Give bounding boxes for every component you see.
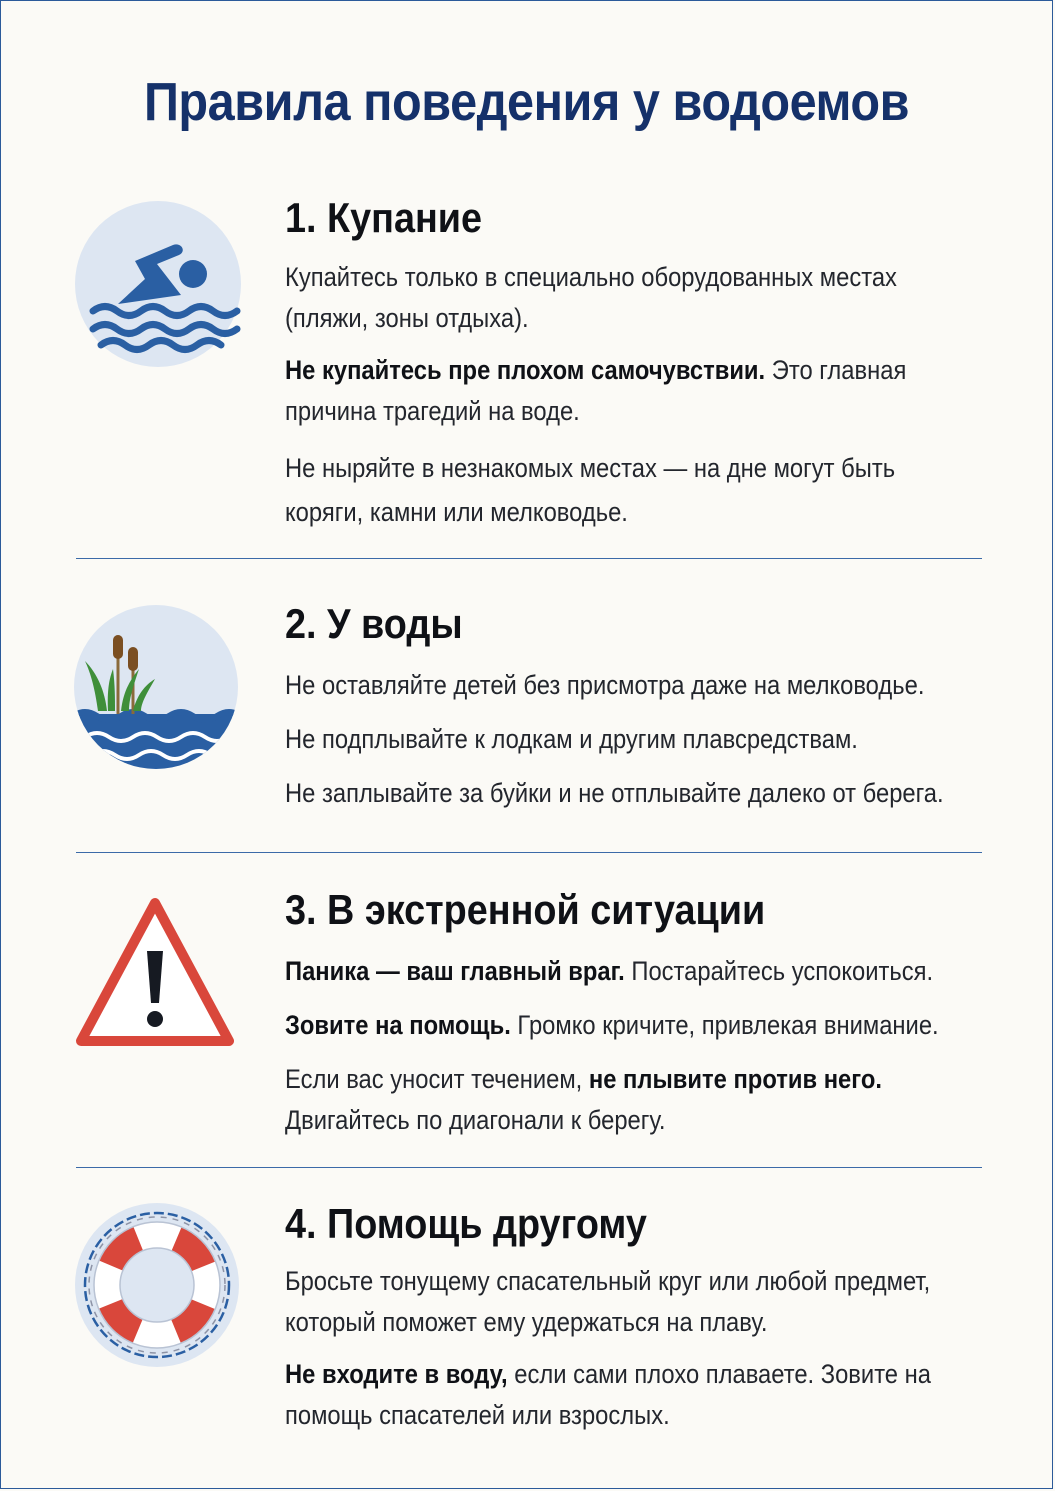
bold-text: Паника — ваш главный враг. xyxy=(285,956,625,986)
text-line xyxy=(285,1354,989,1395)
paragraph xyxy=(285,1354,989,1436)
paragraph xyxy=(285,1005,989,1046)
text-line: Двигайтесь по диагонали к берегу. xyxy=(285,1105,666,1135)
text-line: (пляжи, зоны отдыха). xyxy=(285,303,529,333)
text-line: Не оставляйте детей без присмотра даже на мелководье. xyxy=(285,670,925,700)
reeds-water-icon xyxy=(73,599,239,775)
section-heading: 4. Помощь другому xyxy=(285,1200,647,1247)
divider xyxy=(76,1167,982,1168)
paragraph xyxy=(285,773,989,814)
paragraph xyxy=(285,665,989,706)
bold-text: Не входите в воду, xyxy=(285,1359,508,1389)
text-line: Купайтесь только в специально оборудованных местах xyxy=(285,262,897,292)
divider xyxy=(76,852,982,853)
bold-text: Не купайтесь пре плохом самочувствии. xyxy=(285,355,766,385)
paragraph xyxy=(285,257,989,339)
text-line: Не заплывайте за буйки и не отплывайте далеко от берега. xyxy=(285,778,944,808)
text-line: Бросьте тонущему спасательный круг или любой предмет, xyxy=(285,1266,931,1296)
divider xyxy=(76,558,982,559)
section-content xyxy=(285,1199,1005,1436)
bold-text: не плывите против него. xyxy=(588,1064,882,1094)
text: Это главная xyxy=(765,355,907,385)
paragraph xyxy=(285,446,989,534)
text-line xyxy=(285,1059,989,1100)
bold-text: Зовите на помощь. xyxy=(285,1010,511,1040)
warning-triangle-icon xyxy=(73,891,237,1061)
text-line: Не ныряйте в незнакомых местах — на дне могут быть xyxy=(285,453,896,483)
section-heading: 1. Купание xyxy=(285,194,483,241)
paragraph xyxy=(285,1059,989,1141)
section-heading: 3. В экстренной ситуации xyxy=(285,886,766,933)
swimmer-icon xyxy=(73,199,243,369)
text-line: причина трагедий на воде. xyxy=(285,396,580,426)
paragraph xyxy=(285,350,989,432)
paragraph xyxy=(285,951,989,992)
text: если сами плохо плаваете. Зовите на xyxy=(507,1359,931,1389)
text-line xyxy=(285,1005,989,1046)
section-content xyxy=(285,599,1005,814)
text-line: помощь спасателей или взрослых. xyxy=(285,1400,670,1430)
section-content xyxy=(285,885,1005,1141)
text: Постарайтесь успокоиться. xyxy=(624,956,934,986)
paragraph xyxy=(285,1261,989,1343)
text-line: который поможет ему удержаться на плаву. xyxy=(285,1307,768,1337)
text-line: Не подплывайте к лодкам и другим плавсредствам. xyxy=(285,724,858,754)
section-heading: 2. У воды xyxy=(285,600,463,647)
text-line xyxy=(285,350,989,391)
text: Громко кричите, привлекая внимание. xyxy=(510,1010,939,1040)
text-line xyxy=(285,951,989,992)
section-content xyxy=(285,193,1005,534)
page-title: Правила поведения у водоемов xyxy=(143,72,910,132)
text-line: коряги, камни или мелководье. xyxy=(285,497,628,527)
text: Если вас уносит течением, xyxy=(285,1064,589,1094)
lifebuoy-icon xyxy=(73,1201,241,1369)
paragraph xyxy=(285,719,989,760)
